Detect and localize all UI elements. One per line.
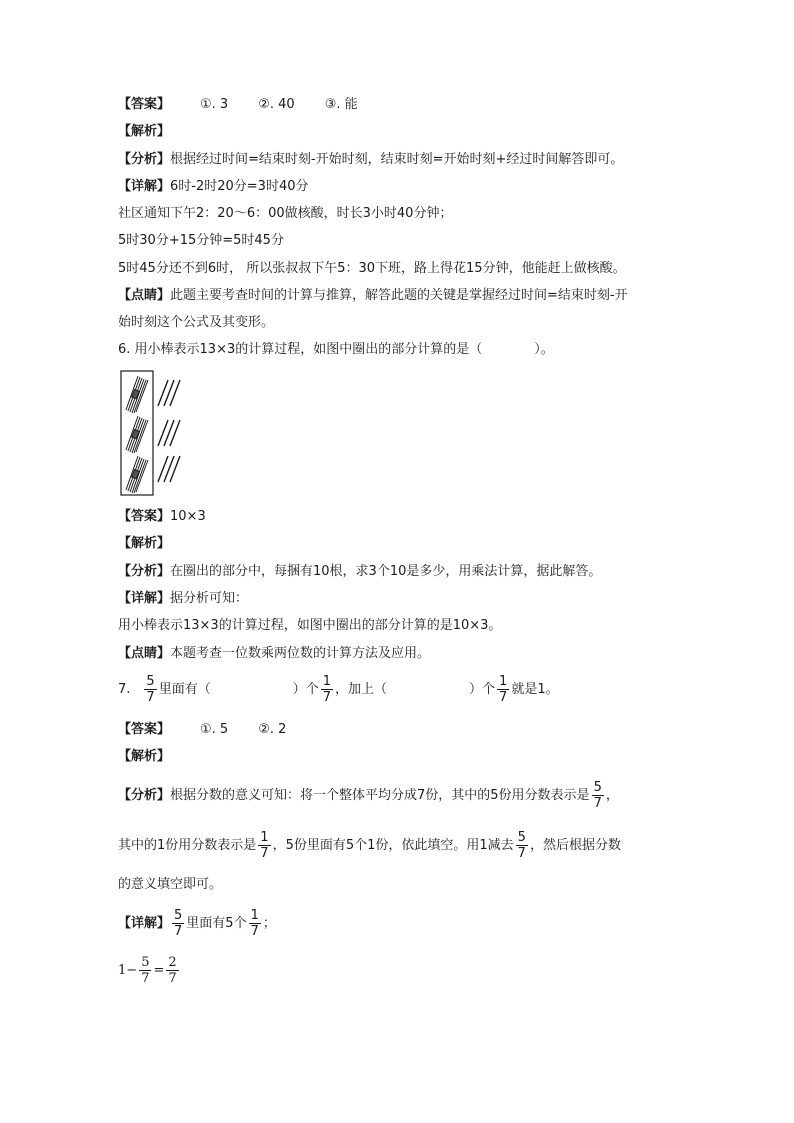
xiangjie-text: 6时-2时20分=3时40分 bbox=[170, 179, 309, 194]
q7-fenxi-line2: 其中的1份用分数表示是 $\frac{1}{7}$ ，5份里面有5个1份，依此填空。用1减去 $\frac{5}{7}$ ，然后根据分数 bbox=[118, 830, 621, 861]
fraction-5-7: $\frac{5}{7}$ bbox=[593, 780, 602, 811]
q5-line1: 社区通知下午2：20～6：00做核酸，时长3小时40分钟； bbox=[118, 206, 453, 221]
q6-question: 6. 用小棒表示13×3的计算过程，如图中圈出的部分计算的是（ ）。 bbox=[118, 342, 554, 357]
xiangjie-label: 【详解】 bbox=[118, 591, 171, 606]
q6-answer-line bbox=[118, 508, 206, 526]
bundle-icon bbox=[126, 456, 148, 493]
q7-fenxi-line3: 的意义填空即可。 bbox=[118, 877, 223, 892]
fenxi-text: 在圈出的部分中，每捆有10根，求3个10是多少，用乘法计算，据此解答。 bbox=[170, 564, 602, 579]
q5-fenxi bbox=[118, 151, 623, 169]
q5-line3: 5时45分还不到6时， 所以张叔叔下午5：30下班，路上得花15分钟，他能赶上做核酸。 bbox=[118, 261, 626, 276]
fenxi-text: 根据分数的意义可知：将一个整体平均分成7份，其中的5份用分数表示是 bbox=[170, 788, 590, 803]
xiangjie-text: 据分析可知： bbox=[170, 591, 249, 606]
fraction-5-7: $\frac{5}{7}$ bbox=[517, 830, 526, 861]
q6-xiangjie bbox=[118, 590, 248, 608]
fraction-1-7: $\frac{1}{7}$ bbox=[322, 674, 331, 705]
fraction-5-7: $\frac{5}{7}$ bbox=[174, 908, 183, 939]
answer-text: 10×3 bbox=[170, 509, 206, 524]
q7-jiexi-label: 【解析】 bbox=[118, 749, 171, 764]
q6-line1: 用小棒表示13×3的计算过程，如图中圈出的部分计算的是10×3。 bbox=[118, 618, 502, 633]
q6-fenxi bbox=[118, 563, 601, 581]
dianjing-text: 本题考查一位数乘两位数的计算方法及应用。 bbox=[170, 646, 431, 661]
q7-fenxi: 【分析】根据分数的意义可知：将一个整体平均分成7份，其中的5份用分数表示是 $\frac{5}{7}$ ， bbox=[118, 780, 619, 811]
single-sticks-icon bbox=[158, 456, 180, 482]
xiangjie-label: 【详解】 bbox=[118, 916, 171, 931]
q7-question: 7. $\frac{5}{7}$ 里面有（ ）个 $\frac{1}{7}$ ，加上（ ）个 $\frac{1}{7}$ 就是1。 bbox=[118, 674, 559, 705]
fraction-1-7: $\frac{1}{7}$ bbox=[499, 674, 508, 705]
answer-2: ②. 40 bbox=[258, 97, 295, 112]
fraction-1-7: $\frac{1}{7}$ bbox=[250, 908, 259, 939]
bundle-icon bbox=[126, 376, 148, 413]
q7-calc: 1− $\frac{5}{7}$ = $\frac{2}{7}$ bbox=[118, 955, 177, 986]
answer-3: ③. 能 bbox=[324, 97, 358, 112]
answer-2: ②. 2 bbox=[258, 722, 287, 737]
q5-jiexi-label: 【解析】 bbox=[118, 124, 171, 139]
q7-xiangjie: 【详解】 $\frac{5}{7}$ 里面有5个 $\frac{1}{7}$ ； bbox=[118, 908, 276, 939]
fraction-5-7: $\frac{5}{7}$ bbox=[146, 674, 155, 705]
fenxi-text: 根据经过时间=结束时刻-开始时刻，结束时刻=开始时刻+经过时间解答即可。 bbox=[170, 152, 624, 167]
fraction-1-7: $\frac{1}{7}$ bbox=[260, 830, 269, 861]
q7-number: 7. bbox=[118, 682, 131, 697]
q5-answer-line bbox=[118, 96, 358, 114]
q5-line2: 5时30分+15分钟=5时45分 bbox=[118, 233, 284, 248]
sticks-figure bbox=[118, 368, 198, 498]
fraction-5-7: $\frac{5}{7}$ bbox=[141, 955, 150, 986]
dianjing-label: 【点睛】 bbox=[118, 288, 171, 303]
dianjing-text: 此题主要考查时间的计算与推算，解答此题的关键是掌握经过时间=结束时刻-开 bbox=[170, 288, 628, 303]
fenxi-label: 【分析】 bbox=[118, 788, 171, 803]
answer-label: 【答案】 bbox=[118, 97, 171, 112]
q7-answer-line bbox=[118, 721, 286, 739]
answer-1: ①. 5 bbox=[200, 722, 229, 737]
xiangjie-label: 【详解】 bbox=[118, 179, 171, 194]
fenxi-label: 【分析】 bbox=[118, 152, 171, 167]
q5-xiangjie bbox=[118, 178, 309, 196]
fenxi-label: 【分析】 bbox=[118, 564, 171, 579]
bundle-icon bbox=[126, 416, 148, 453]
single-sticks-icon bbox=[158, 380, 180, 406]
answer-label: 【答案】 bbox=[118, 509, 171, 524]
q5-dianjing-cont: 始时刻这个公式及其变形。 bbox=[118, 315, 275, 330]
fraction-2-7: $\frac{2}{7}$ bbox=[168, 955, 177, 986]
q6-jiexi-label: 【解析】 bbox=[118, 536, 171, 551]
answer-1: ①. 3 bbox=[200, 97, 229, 112]
single-sticks-icon bbox=[158, 420, 180, 446]
q6-dianjing bbox=[118, 645, 430, 663]
q5-dianjing bbox=[118, 287, 628, 305]
answer-label: 【答案】 bbox=[118, 722, 171, 737]
dianjing-label: 【点睛】 bbox=[118, 646, 171, 661]
